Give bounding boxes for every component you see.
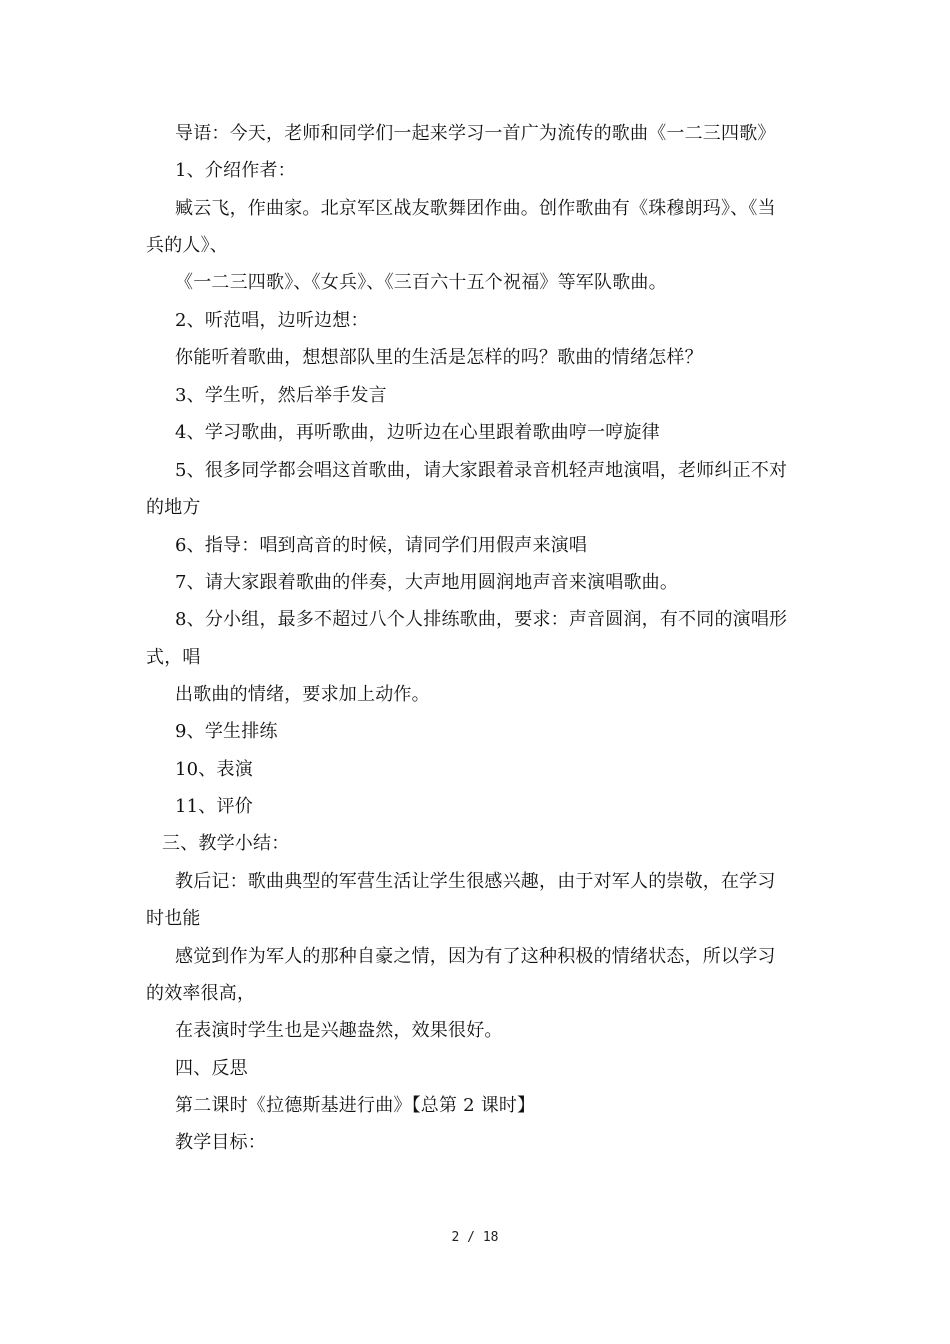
lesson-2-title: 第二课时《拉德斯基进行曲》【总第 2 课时】 <box>175 1095 536 1116</box>
reflection-line-1: 教后记：歌曲典型的军营生活让学生很感兴趣，由于对军人的崇敬，在学习 <box>175 871 776 892</box>
item-5-line-1: 5、很多同学都会唱这首歌曲，请大家跟着录音机轻声地演唱，老师纠正不对 <box>175 460 788 481</box>
page-number: 2 / 18 <box>451 1230 499 1245</box>
author-paragraph-line-1: 臧云飞，作曲家。北京军区战友歌舞团作曲。创作歌曲有《珠穆朗玛》、《当 <box>175 198 776 219</box>
author-paragraph-line-2: 兵的人》、 <box>146 235 228 256</box>
reflection-line-2: 时也能 <box>146 908 201 929</box>
reflection-line-5: 在表演时学生也是兴趣盎然，效果很好。 <box>175 1020 503 1041</box>
teaching-goals-heading: 教学目标： <box>175 1132 266 1153</box>
reflection-line-4: 的效率很高， <box>146 983 256 1004</box>
item-4: 4、学习歌曲，再听歌曲，边听边在心里跟着歌曲哼一哼旋律 <box>175 422 660 443</box>
listening-question: 你能听着歌曲，想想部队里的生活是怎样的吗？歌曲的情绪怎样？ <box>175 347 703 368</box>
item-6: 6、指导：唱到高音的时候，请同学们用假声来演唱 <box>175 535 588 556</box>
section-3-heading: 三、教学小结： <box>162 833 290 854</box>
item-9: 9、学生排练 <box>175 721 278 742</box>
item-7: 7、请大家跟着歌曲的伴奏，大声地用圆润地声音来演唱歌曲。 <box>175 572 679 593</box>
item-11: 11、评价 <box>175 796 253 817</box>
item-1-heading: 1、介绍作者： <box>175 160 296 181</box>
item-8-line-2: 式，唱 <box>146 647 201 668</box>
author-works-line: 《一二三四歌》、《女兵》、《三百六十五个祝福》等军队歌曲。 <box>175 272 667 293</box>
item-2-heading: 2、听范唱，边听边想： <box>175 310 369 331</box>
paragraph-intro: 导语：今天，老师和同学们一起来学习一首广为流传的歌曲《一二三四歌》 <box>175 123 776 144</box>
section-4-heading: 四、反思 <box>175 1058 248 1079</box>
item-5-line-2: 的地方 <box>146 497 201 518</box>
item-3: 3、学生听，然后举手发言 <box>175 385 387 406</box>
reflection-line-3: 感觉到作为军人的那种自豪之情，因为有了这种积极的情绪状态，所以学习 <box>175 946 776 967</box>
item-10: 10、表演 <box>175 759 253 780</box>
item-8-line-1: 8、分小组，最多不超过八个人排练歌曲，要求：声音圆润，有不同的演唱形 <box>175 609 788 630</box>
item-8-line-3: 出歌曲的情绪，要求加上动作。 <box>175 684 430 705</box>
